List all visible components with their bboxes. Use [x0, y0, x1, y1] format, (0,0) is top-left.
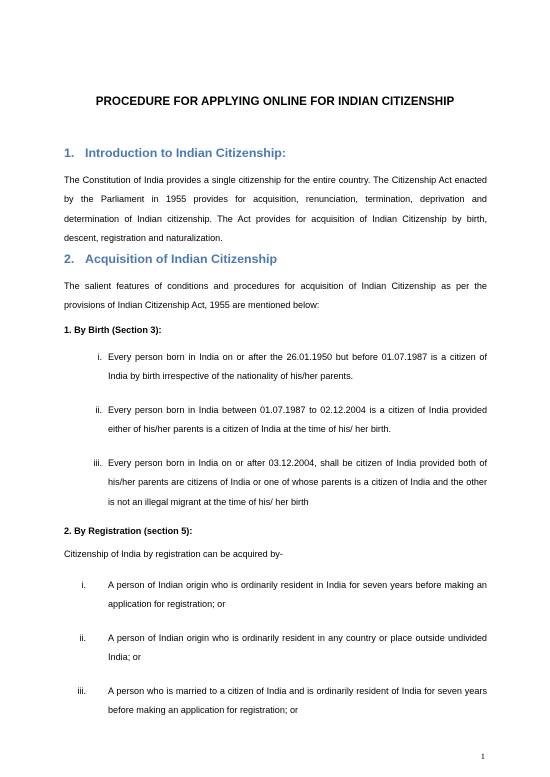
by-birth-heading: 1. By Birth (Section 3): [64, 325, 162, 335]
list-item-number: iii. [93, 458, 102, 468]
by-registration-intro: Citizenship of India by registration can be acquired by- [64, 549, 283, 559]
list-item [97, 348, 487, 387]
list-item [77, 682, 487, 721]
section-number: 1. [64, 146, 75, 160]
section-heading-text: Acquisition of Indian Citizenship [85, 252, 278, 266]
section-heading-acquisition [64, 252, 277, 266]
by-registration-heading: 2. By Registration (section 5): [64, 526, 193, 536]
list-item-text: Every person born in India between 01.07.1987 to 02.12.2004 is a citizen of India provided either of his/her parents is a citizen of India at the time of his/ her birth. [108, 405, 487, 435]
list-item [79, 629, 487, 668]
section-number: 2. [64, 252, 75, 266]
list-item-number: i. [97, 352, 102, 362]
list-item-text: A person of Indian origin who is ordinarily resident in India for seven years before making an application for registration; or [108, 580, 487, 610]
list-item [93, 454, 487, 512]
list-item-number: i. [81, 580, 86, 590]
page-number: 1 [480, 751, 485, 761]
acquisition-paragraph: The salient features of conditions and procedures for acquisition of Indian Citizenship as per the provisions of Indian Citizenship Act, 1955 are mentioned below: [64, 281, 487, 311]
document-title: PROCEDURE FOR APPLYING ONLINE FOR INDIAN CITIZENSHIP [95, 95, 455, 108]
list-item-number: ii. [95, 405, 102, 415]
introduction-paragraph: The Constitution of India provides a single citizenship for the entire country. The Citizenship Act enacted by the Parliament in 1955 provides for acquisition, renunciation, termination, deprivation and determination of Indian citizenship. The Act provides for acquisition of Indian Citizenship by birth, descent, registration and naturalization. [64, 175, 487, 243]
list-item [95, 401, 487, 440]
list-item-text: A person of Indian origin who is ordinarily resident in any country or place outside undivided India; or [108, 633, 487, 663]
list-item-number: ii. [79, 633, 86, 643]
list-item-text: A person who is married to a citizen of India and is ordinarily resident of India for seven years before making an application for registration; or [108, 686, 487, 716]
list-item-text: Every person born in India on or after 03.12.2004, shall be citizen of India provided both of his/her parents are citizens of India or one of whose parents is a citizen of India and the other is not an illegal migrant at the time of his/ her birth [108, 458, 487, 507]
list-item [81, 576, 487, 615]
list-item-text: Every person born in India on or after the 26.01.1950 but before 01.07.1987 is a citizen of India by birth irrespective of the nationality of his/her parents. [108, 352, 487, 382]
section-heading-text: Introduction to Indian Citizenship: [85, 146, 286, 160]
list-item-number: iii. [77, 686, 86, 696]
section-heading-introduction [64, 146, 286, 160]
